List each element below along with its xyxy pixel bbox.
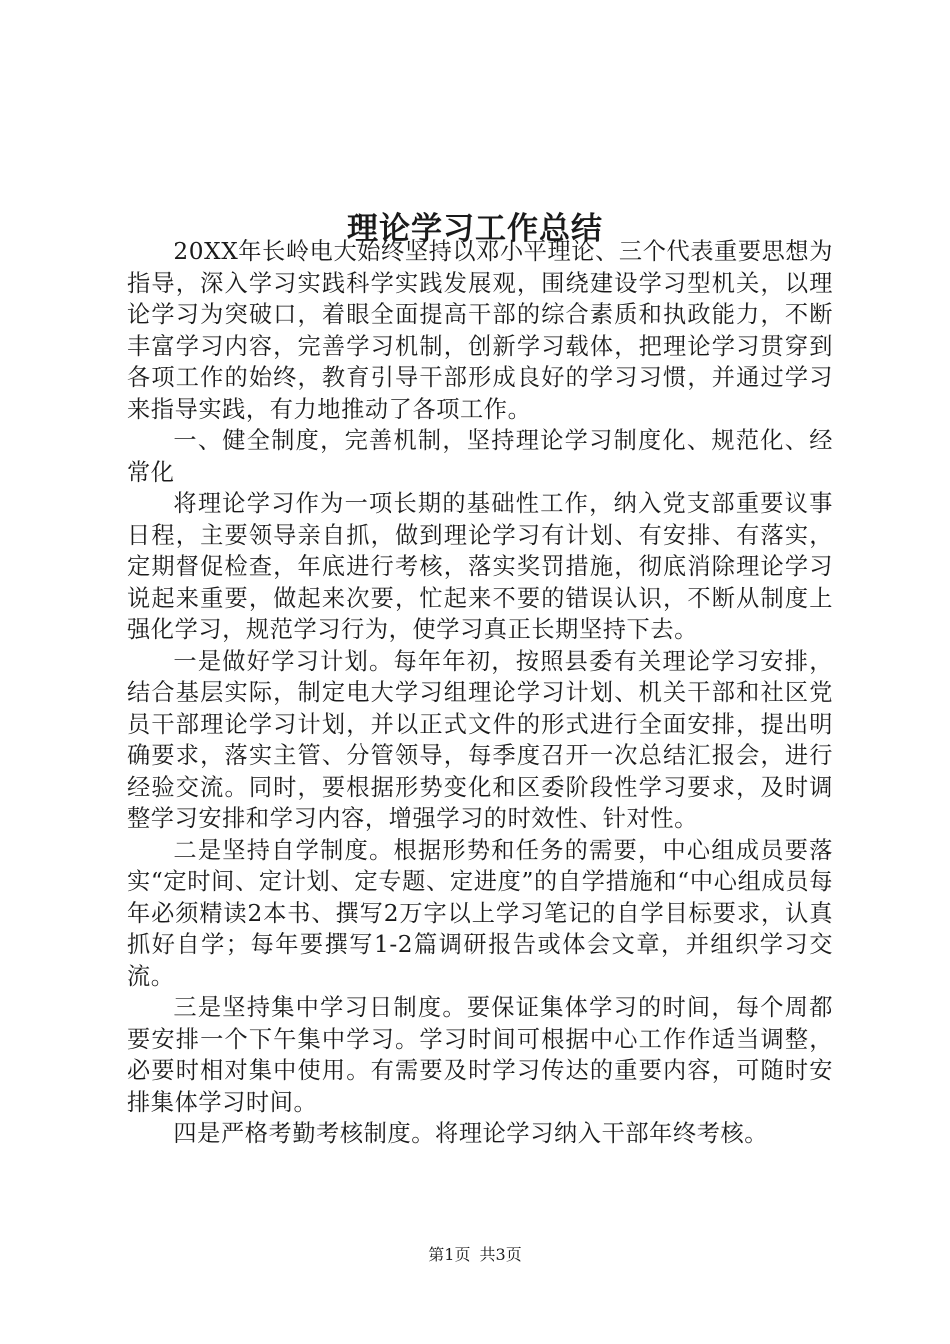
paragraph-group-study: 三是坚持集中学习日制度。要保证集体学习的时间，每个周都要安排一个下午集中学习。学习时间可根据中心工作作适当调整，必要时相对集中使用。有需要及时学习传达的重要内容，可随时安排集体学习时间。 xyxy=(127,994,833,1116)
paragraph-intro: 20XX年长岭电大始终坚持以邓小平理论、三个代表重要思想为指导，深入学习实践科学实践发展观，围绕建设学习型机关，以理论学习为突破口，着眼全面提高干部的综合素质和执政能力，不断丰富学习内容，完善学习机制，创新学习载体，把理论学习贯穿到各项工作的始终，教育引导干部形成良好的学习习惯，并通过学习来指导实践，有力地推动了各项工作。 xyxy=(127,238,833,423)
paragraph-section-heading: 一、健全制度，完善机制，坚持理论学习制度化、规范化、经常化 xyxy=(127,427,833,486)
page-total: 共3页 xyxy=(479,1245,522,1264)
paragraph-self-study: 二是坚持自学制度。根据形势和任务的需要，中心组成员要落实“定时间、定计划、定专题、定进度”的自学措施和“中心组成员每年必须精读2本书、撰写2万字以上学习笔记的自学目标要求，认真抓好自学；每年要撰写1-2篇调研报告或体会文章，并组织学习交流。 xyxy=(127,836,833,990)
document-title: 理论学习工作总结 xyxy=(347,210,603,247)
document-body xyxy=(127,236,833,1150)
page-number: 第1页 xyxy=(428,1245,471,1264)
paragraph-attendance: 四是严格考勤考核制度。将理论学习纳入干部年终考核。 xyxy=(173,1120,769,1147)
paragraph-study-plan: 一是做好学习计划。每年年初，按照县委有关理论学习安排，结合基层实际，制定电大学习组理论学习计划、机关干部和社区党员干部理论学习计划，并以正式文件的形式进行全面安排，提出明确要求，落实主管、分管领导，每季度召开一次总结汇报会，进行经验交流。同时，要根据形势变化和区委阶段性学习要求，及时调整学习安排和学习内容，增强学习的时效性、针对性。 xyxy=(127,647,833,832)
page-footer xyxy=(0,1243,950,1267)
paragraph-long-term-work: 将理论学习作为一项长期的基础性工作，纳入党支部重要议事日程，主要领导亲自抓，做到理论学习有计划、有安排、有落实，定期督促检查，年底进行考核，落实奖罚措施，彻底消除理论学习说起来重要，做起来次要，忙起来不要的错误认识，不断从制度上强化学习，规范学习行为，使学习真正长期坚持下去。 xyxy=(127,490,833,643)
